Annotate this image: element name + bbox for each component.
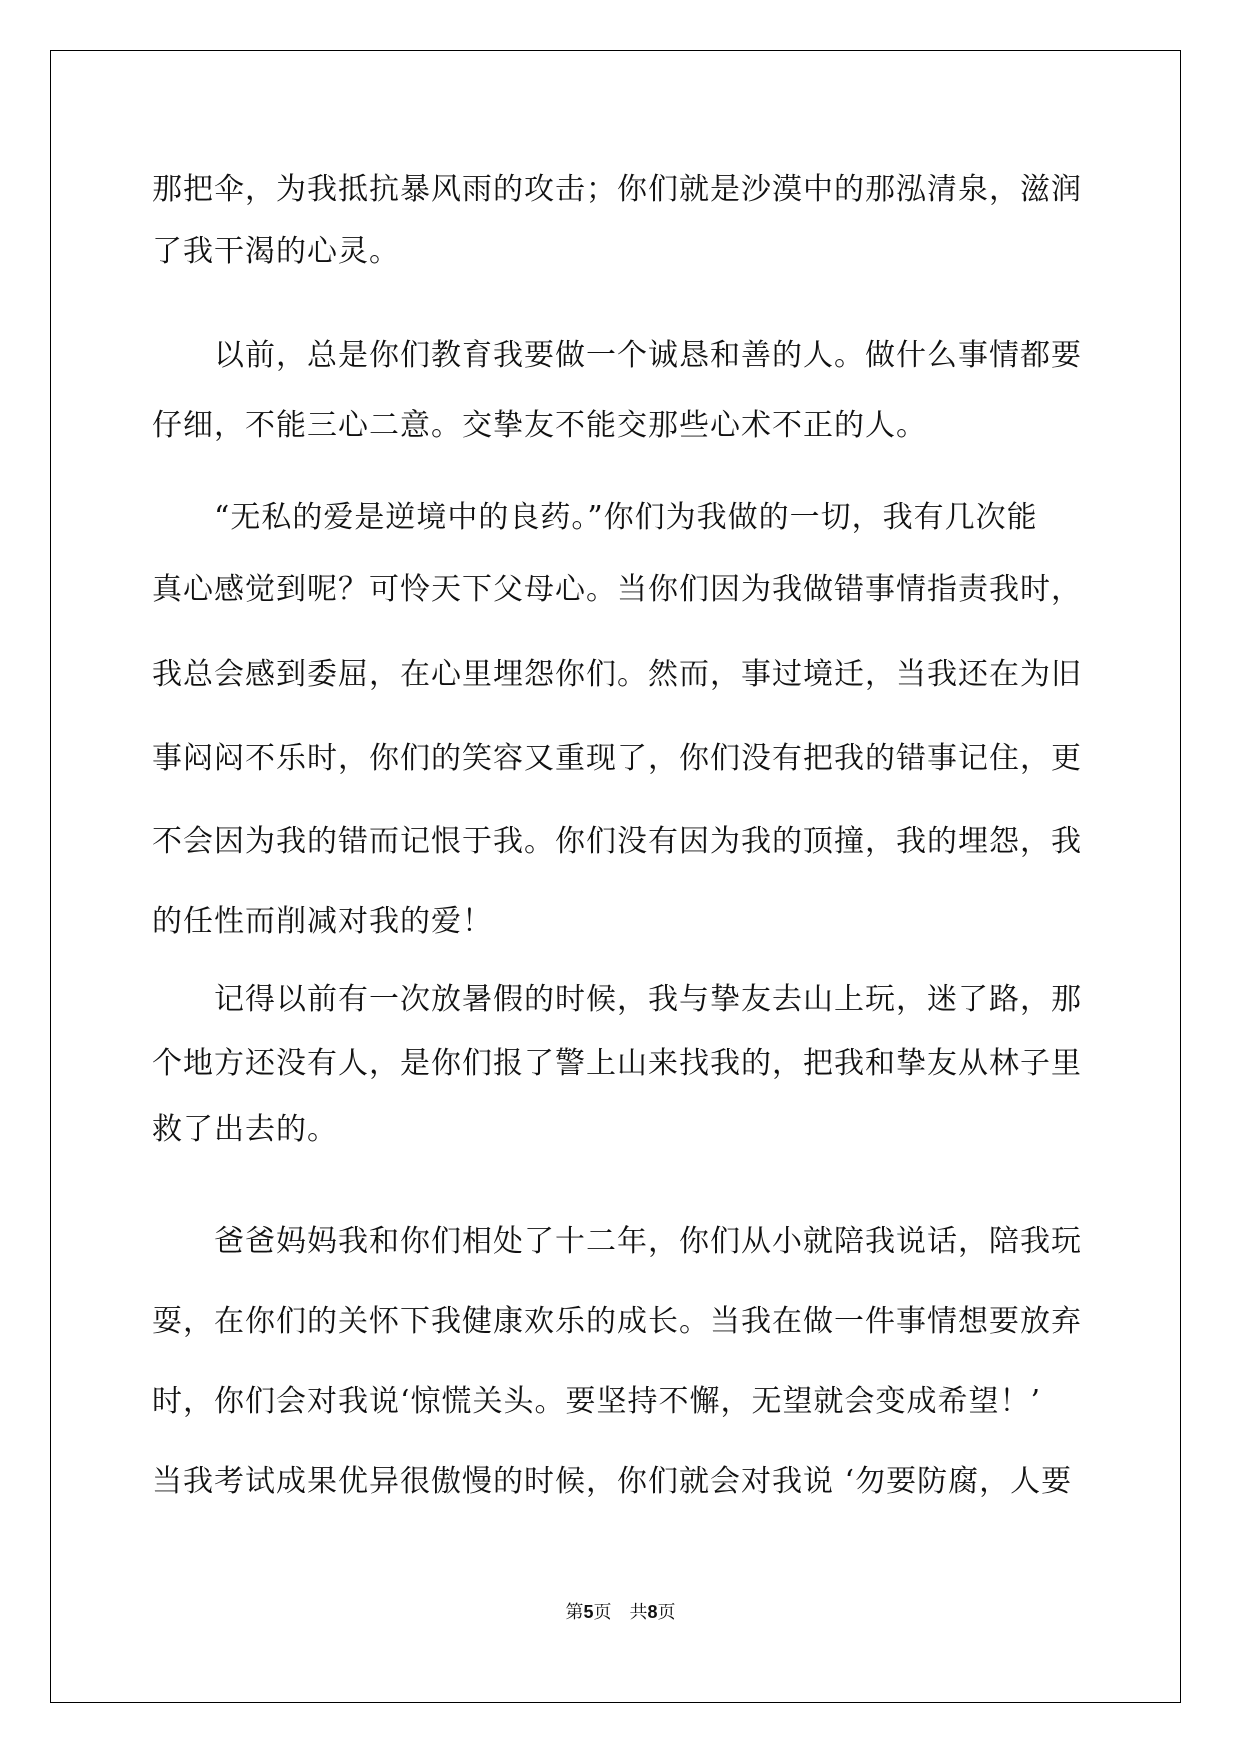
text-line: 以前，总是你们教育我要做一个诚恳和善的人。做什么事情都要 [152,338,1082,373]
page-footer [0,1598,1241,1624]
footer-mid: 页 共 [593,1602,648,1623]
text-line: 的任性而削减对我的爱！ [152,904,493,939]
footer-suffix: 页 [657,1602,676,1623]
total-page-number: 8 [647,1602,658,1622]
footer-prefix: 第 [565,1602,584,1623]
current-page-number: 5 [583,1602,594,1622]
text-line: 真心感觉到呢？可怜天下父母心。当你们因为我做错事情指责我时， [152,572,1082,607]
text-line: 那把伞，为我抵抗暴风雨的攻击；你们就是沙漠中的那泓清泉，滋润 [152,172,1082,207]
page-border [50,50,1181,1703]
text-line: 不会因为我的错而记恨于我。你们没有因为我的顶撞，我的埋怨，我 [152,824,1082,859]
text-line: 我总会感到委屈，在心里埋怨你们。然而，事过境迁，当我还在为旧 [152,657,1082,692]
text-line: 时，你们会对我说‘惊慌关头。要坚持不懈，无望就会变成希望！’ [152,1384,1042,1419]
text-line: 救了出去的。 [152,1112,338,1147]
text-line: 当我考试成果优异很傲慢的时候，你们就会对我说 ‘勿要防腐，人要 [152,1464,1073,1499]
text-line: 耍，在你们的关怀下我健康欢乐的成长。当我在做一件事情想要放弃 [152,1304,1082,1339]
text-line: “无私的爱是逆境中的良药。”你们为我做的一切，我有几次能 [152,500,1038,535]
text-line: 个地方还没有人，是你们报了警上山来找我的，把我和挚友从林子里 [152,1046,1082,1081]
text-line: 仔细，不能三心二意。交挚友不能交那些心术不正的人。 [152,408,927,443]
text-line: 爸爸妈妈我和你们相处了十二年，你们从小就陪我说话，陪我玩 [152,1224,1082,1259]
text-line: 了我干渴的心灵。 [152,234,400,269]
text-line: 记得以前有一次放暑假的时候，我与挚友去山上玩，迷了路，那 [152,982,1082,1017]
text-line: 事闷闷不乐时，你们的笑容又重现了，你们没有把我的错事记住，更 [152,741,1082,776]
